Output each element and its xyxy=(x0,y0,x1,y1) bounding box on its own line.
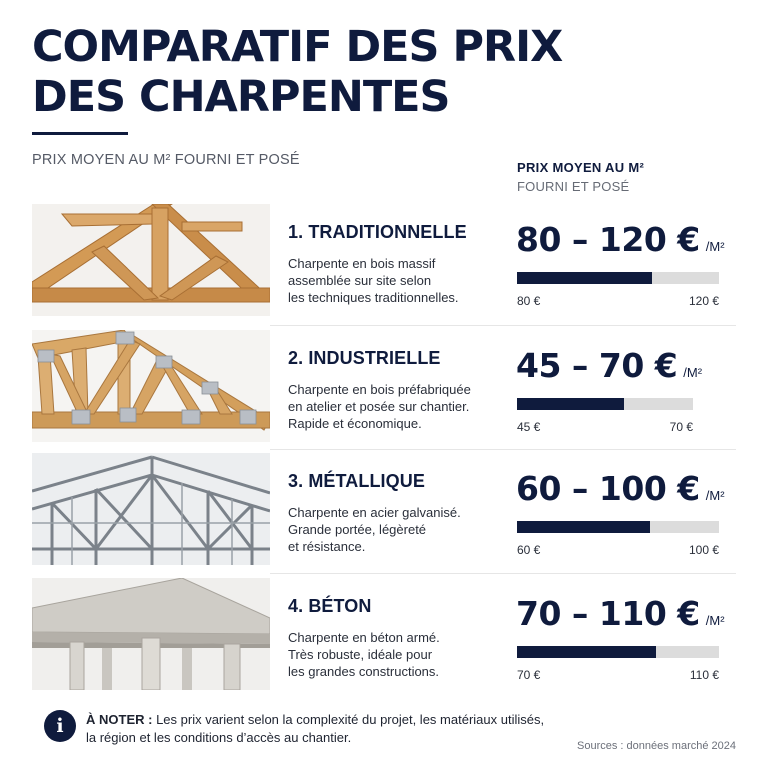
note-text xyxy=(86,711,544,747)
description-line: et résistance. xyxy=(288,539,366,554)
price-range xyxy=(516,220,725,259)
frame-row-metallique xyxy=(32,453,736,565)
price-min-label: 60 € xyxy=(517,543,541,557)
description-line: Rapide et économique. xyxy=(288,416,422,431)
frame-type-title: 4. BÉTON xyxy=(288,596,372,616)
note-label: À NOTER : xyxy=(86,712,153,727)
row-divider xyxy=(270,573,736,574)
prefab-truss-illustration xyxy=(32,330,270,442)
row-divider xyxy=(270,449,736,450)
price-bar-fill xyxy=(517,398,624,410)
price-range-value: 70 – 110 € xyxy=(516,594,700,633)
price-bar-fill xyxy=(517,272,652,284)
description-line: Charpente en bois massif xyxy=(288,256,436,271)
sources-footnote: Sources : données marché 2024 xyxy=(577,740,736,752)
frame-type-description xyxy=(288,255,508,306)
price-bar xyxy=(517,272,719,284)
price-range xyxy=(516,594,725,633)
price-column-heading: PRIX MOYEN AU M² xyxy=(517,160,645,175)
page-subtitle: PRIX MOYEN AU M² FOURNI ET POSÉ xyxy=(32,152,300,168)
timber-roof-truss-photo xyxy=(32,204,270,316)
price-max-label: 120 € xyxy=(688,294,719,308)
row-divider xyxy=(270,325,736,326)
price-min-label: 45 € xyxy=(517,420,541,434)
price-bar xyxy=(517,521,719,533)
concrete-structure-photo xyxy=(32,578,270,690)
note-line-1-text: Les prix varient selon la complexité du projet, les matériaux utilisés, xyxy=(152,712,545,727)
price-bar xyxy=(517,646,719,658)
price-column-subheading: FOURNI ET POSÉ xyxy=(517,179,630,194)
frame-row-traditionnelle xyxy=(32,204,736,316)
price-max-label: 70 € xyxy=(669,420,693,434)
price-min-label: 80 € xyxy=(517,294,541,308)
description-line: Charpente en béton armé. xyxy=(288,630,440,645)
concrete-structure-illustration xyxy=(32,578,270,690)
price-column-header xyxy=(517,160,644,194)
frame-type-description xyxy=(288,629,508,680)
frame-type-title: 2. INDUSTRIELLE xyxy=(288,348,441,368)
timber-truss-illustration xyxy=(32,204,270,316)
price-range-value: 45 – 70 € xyxy=(516,346,678,385)
price-range-value: 80 – 120 € xyxy=(516,220,700,259)
price-max-label: 110 € xyxy=(689,668,719,682)
description-line: assemblée sur site selon xyxy=(288,273,432,288)
page-title xyxy=(32,22,732,122)
price-bar-fill xyxy=(517,646,656,658)
frame-type-title: 3. MÉTALLIQUE xyxy=(288,471,425,491)
price-max-label: 100 € xyxy=(688,543,719,557)
frame-type-description xyxy=(288,381,508,432)
description-line: Charpente en bois préfabriquée xyxy=(288,382,471,397)
description-line: Grande portée, légèreté xyxy=(288,522,427,537)
note-line-1 xyxy=(86,711,544,729)
frame-type-title: 1. TRADITIONNELLE xyxy=(288,222,467,242)
price-unit: /M² xyxy=(683,365,703,380)
price-unit: /M² xyxy=(705,488,725,503)
page-title-line-2: DES CHARPENTES xyxy=(32,72,450,122)
price-min-label: 70 € xyxy=(517,668,541,682)
frame-type-description xyxy=(288,504,508,555)
description-line: en atelier et posée sur chantier. xyxy=(288,399,470,414)
title-underline xyxy=(32,132,128,135)
frame-row-beton xyxy=(32,578,736,690)
info-icon: i xyxy=(44,710,76,742)
description-line: Très robuste, idéale pour xyxy=(288,647,433,662)
price-unit: /M² xyxy=(705,613,725,628)
description-line: les techniques traditionnelles. xyxy=(288,290,459,305)
page-title-line-1: COMPARATIF DES PRIX xyxy=(32,22,563,72)
prefab-wood-truss-photo xyxy=(32,330,270,442)
price-bar xyxy=(517,398,693,410)
price-range xyxy=(516,346,702,385)
description-line: les grandes constructions. xyxy=(288,664,440,679)
price-bar-fill xyxy=(517,521,650,533)
price-unit: /M² xyxy=(705,239,725,254)
description-line: Charpente en acier galvanisé. xyxy=(288,505,461,520)
steel-frame-photo xyxy=(32,453,270,565)
price-range-value: 60 – 100 € xyxy=(516,469,700,508)
steel-frame-illustration xyxy=(32,453,270,565)
price-range xyxy=(516,469,725,508)
note-line-2: la région et les conditions d’accès au chantier. xyxy=(86,730,352,745)
frame-row-industrielle xyxy=(32,330,736,442)
